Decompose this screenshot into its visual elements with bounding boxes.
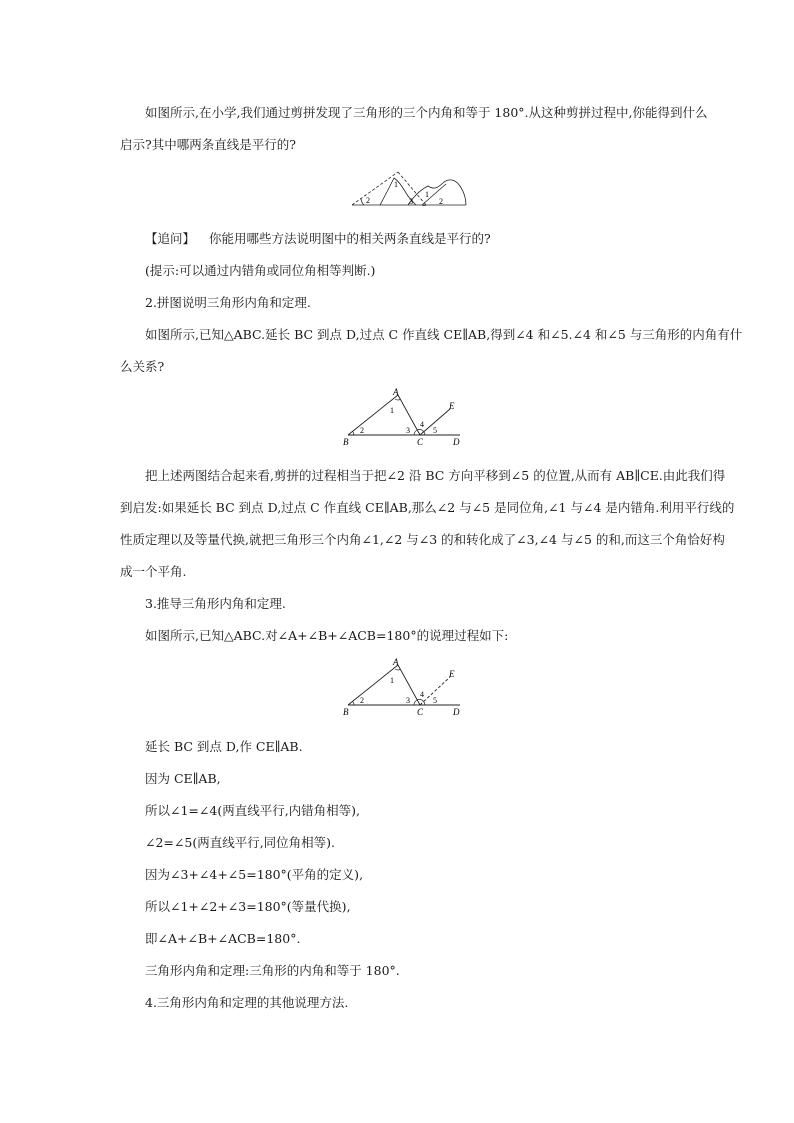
angle-label-5: 5 [433, 696, 437, 705]
point-label-a: A [393, 387, 399, 397]
paragraph-line-2: 到启发:如果延长 BC 到点 D,过点 C 作直线 CE∥AB,那么∠2 与∠5 是同位角,∠1 与∠4 是内错角.利用平行线的 [120, 500, 735, 515]
proof-line: 延长 BC 到点 D,作 CE∥AB. [145, 739, 303, 754]
point-label-d: D [453, 707, 460, 717]
angle-label-1: 1 [390, 676, 394, 685]
section2-line-2: 么关系? [120, 359, 165, 374]
proof-line: 所以∠1=∠4(两直线平行,内错角相等), [145, 803, 361, 818]
followup-question: 你能用哪些方法说明图中的相关两条直线是平行的? [209, 231, 491, 246]
angle-label-5: 5 [433, 426, 437, 435]
intro-line-1: 如图所示,在小学,我们通过剪拼发现了三角形的三个内角和等于 180°.从这种剪拼过程中,你能得到什么 [145, 105, 708, 120]
point-label-a: A [393, 657, 399, 667]
figure-cut-paste-triangle [350, 166, 468, 212]
angle-label-3: 3 [406, 426, 410, 435]
figure1-angle-label: 2 [366, 196, 370, 205]
angle-label-4: 4 [420, 420, 424, 429]
point-label-c: C [417, 437, 424, 447]
angle-label-1: 1 [390, 406, 394, 415]
proof-line: ∠2=∠5(两直线平行,同位角相等). [145, 835, 336, 850]
theorem-statement: 三角形内角和定理:三角形的内角和等于 180°. [145, 963, 400, 978]
followup-label: 【追问】 [145, 231, 196, 246]
angle-label-2: 2 [360, 696, 364, 705]
section2-line-1: 如图所示,已知△ABC.延长 BC 到点 D,过点 C 作直线 CE∥AB,得到∠4 和∠5.∠4 和∠5 与三角形的内角有什 [145, 327, 743, 342]
point-label-e: E [449, 401, 455, 411]
figure-triangle-abc [340, 385, 468, 449]
paragraph-line-4: 成一个平角. [120, 564, 187, 579]
hint-line: (提示:可以通过内错角或同位角相等判断.) [145, 263, 376, 278]
figure1-angle-label: 3 [409, 197, 413, 206]
proof-line: 所以∠1+∠2+∠3=180°(等量代换), [145, 899, 351, 914]
point-label-c: C [417, 707, 424, 717]
section4-heading: 4.三角形内角和定理的其他说理方法. [145, 995, 349, 1010]
paragraph-line-1: 把上述两图结合起来看,剪拼的过程相当于把∠2 沿 BC 方向平移到∠5 的位置,从而有 AB∥CE.由此我们得 [145, 468, 726, 483]
section3-intro: 如图所示,已知△ABC.对∠A+∠B+∠ACB=180°的说理过程如下: [145, 628, 509, 643]
intro-line-2: 启示?其中哪两条直线是平行的? [120, 137, 296, 152]
figure1-angle-label: 2 [439, 197, 443, 206]
point-label-b: B [343, 437, 349, 447]
angle-label-2: 2 [360, 426, 364, 435]
point-label-e: E [449, 669, 455, 679]
figure1-angle-label: 1 [425, 190, 429, 199]
proof-line: 因为 CE∥AB, [145, 771, 221, 786]
figure1-angle-label: 1 [394, 180, 398, 189]
proof-line: 即∠A+∠B+∠ACB=180°. [145, 931, 301, 946]
point-label-b: B [343, 707, 349, 717]
proof-line: 因为∠3+∠4+∠5=180°(平角的定义), [145, 867, 364, 882]
paragraph-line-3: 性质定理以及等量代换,就把三角形三个内角∠1,∠2 与∠3 的和转化成了∠3,∠4 与∠5 的和,而这三个角恰好构 [120, 532, 725, 547]
section2-heading: 2.拼图说明三角形内角和定理. [145, 295, 311, 310]
angle-label-4: 4 [420, 690, 424, 699]
figure-triangle-abc-proof [340, 655, 468, 719]
angle-label-3: 3 [406, 696, 410, 705]
followup-line [145, 231, 491, 247]
section3-heading: 3.推导三角形内角和定理. [145, 596, 286, 611]
point-label-d: D [453, 437, 460, 447]
